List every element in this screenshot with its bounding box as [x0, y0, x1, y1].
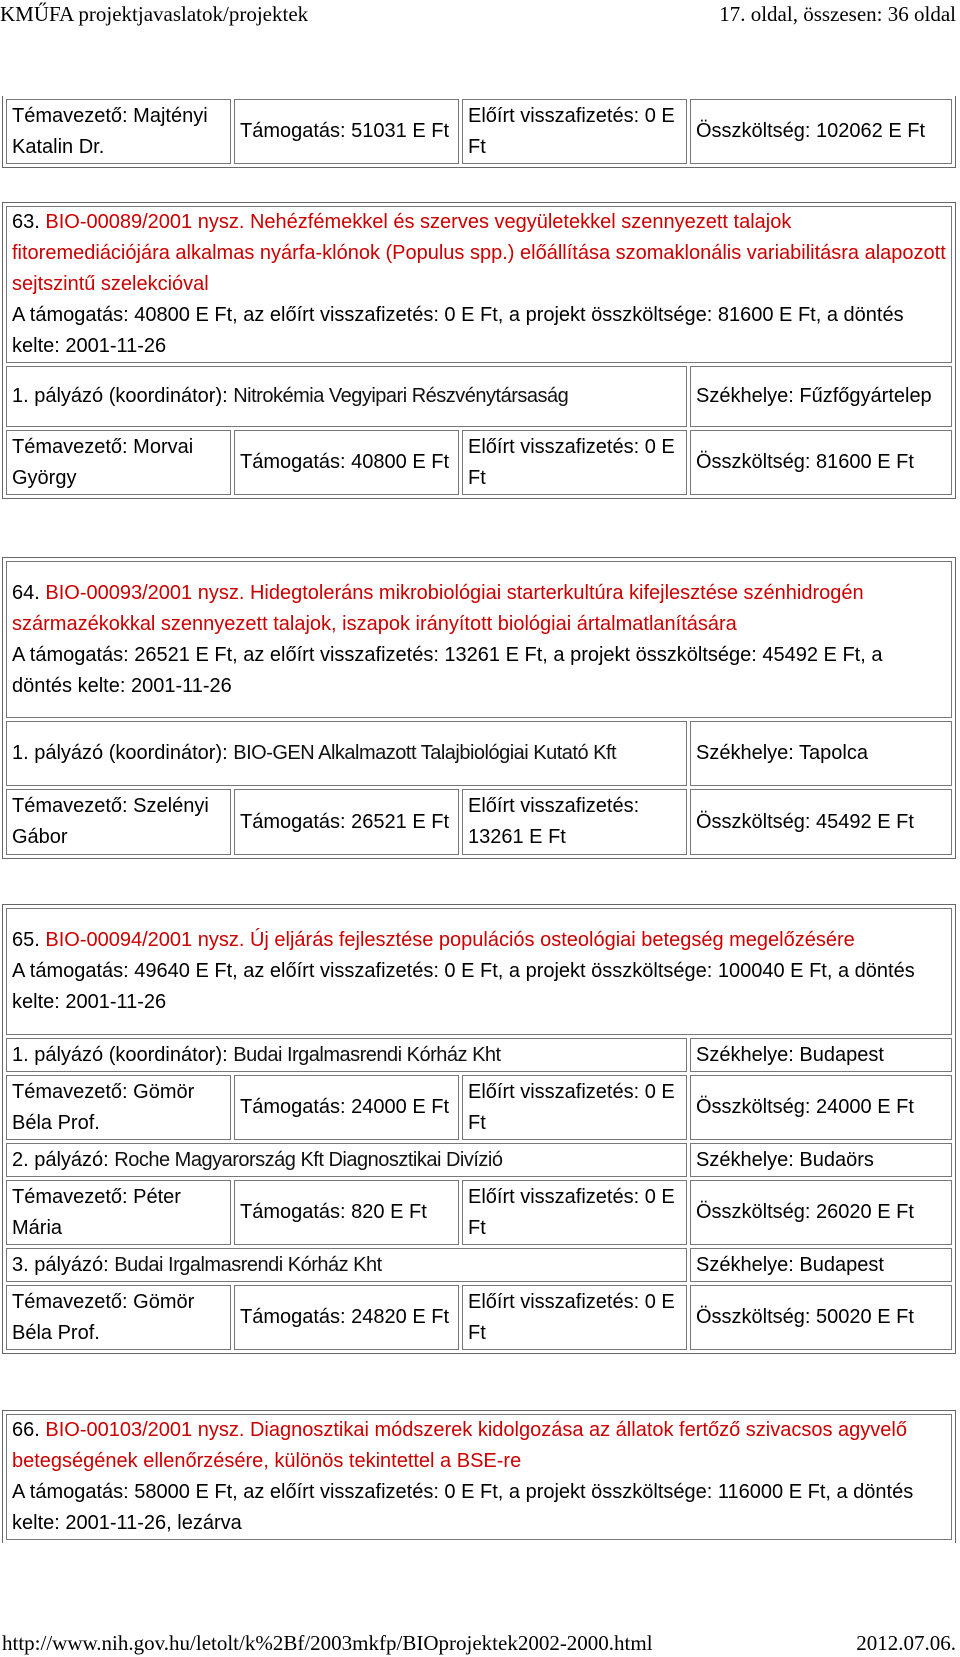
total-cost: Összköltség: 50020 E Ft [690, 1285, 952, 1350]
applicant-role: 1. pályázó (koordinátor): [12, 742, 228, 764]
repayment-amount: Előírt visszafizetés: 0 E Ft [462, 1180, 687, 1245]
total-cost: Összköltség: 81600 E Ft [690, 430, 952, 495]
applicant-row [6, 721, 952, 786]
repayment-amount: Előírt visszafizetés: 0 E Ft [462, 430, 687, 495]
project-header [6, 561, 952, 718]
applicant-organization: Budai Irgalmasrendi Kórház Kht [114, 1253, 382, 1276]
project-summary: A támogatás: 58000 E Ft, az előírt visszafizetés: 0 E Ft, a projekt összköltsége: 116000 E Ft, a döntés kelte: 2001-11-26, lezárva [12, 1481, 914, 1534]
applicant-seat: Székhelye: Budapest [690, 1248, 952, 1282]
applicant-details-row [6, 99, 952, 164]
support-amount: Támogatás: 40800 E Ft [234, 430, 459, 495]
project-number: 66. [12, 1419, 40, 1441]
print-date: 2012.07.06. [856, 1631, 956, 1655]
applicant-details-row [6, 1075, 952, 1140]
applicant-row [6, 1248, 952, 1282]
repayment-amount: Előírt visszafizetés: 0 E Ft [462, 1075, 687, 1140]
project-header-row [6, 1414, 952, 1540]
project-number: 64. [12, 581, 40, 604]
total-cost: Összköltség: 24000 E Ft [690, 1075, 952, 1140]
project-title: Diagnosztikai módszerek kidolgozása az állatok fertőző szivacsos agyvelő betegségének ellenőrzésére, különös tekintettel a BSE-re [12, 1419, 907, 1472]
applicant-seat: Székhelye: Budaörs [690, 1143, 952, 1177]
applicant-organization: Budai Irgalmasrendi Kórház Kht [233, 1043, 501, 1066]
project-header [6, 908, 952, 1035]
project-number: 63. [12, 211, 40, 233]
project-leader: Témavezető: Gömör Béla Prof. [6, 1075, 231, 1140]
project-title: Nehézfémekkel és szerves vegyületekkel szennyezett talajok fitoremediációjára alkalmas nyárfa-klónok (Populus spp.) előállítása szomaklonális variabilitásra alapozott sejtszintű szelekcióval [12, 211, 946, 295]
applicant-role: 1. pályázó (koordinátor): [12, 385, 228, 407]
applicant-row [6, 366, 952, 427]
applicant-seat: Székhelye: Tapolca [690, 721, 952, 786]
applicant-name-cell [6, 1038, 687, 1072]
applicant-details-row [6, 789, 952, 855]
support-amount: Támogatás: 24000 E Ft [234, 1075, 459, 1140]
repayment-amount: Előírt visszafizetés: 0 E Ft [462, 1285, 687, 1350]
page-footer [0, 1630, 960, 1657]
document-title: KMŰFA projektjavaslatok/projektek [0, 2, 309, 26]
project-leader: Témavezető: Szelényi Gábor [6, 789, 231, 855]
project-64 [2, 557, 956, 859]
project-code[interactable]: BIO-00093/2001 nysz. [45, 581, 245, 604]
project-header [6, 1414, 952, 1540]
support-amount: Támogatás: 24820 E Ft [234, 1285, 459, 1350]
applicant-name-cell [6, 721, 687, 786]
applicant-row [6, 1038, 952, 1072]
project-title: Hidegtoleráns mikrobiológiai starterkultúra kifejlesztése szénhidrogén származékokkal szennyezett talajok, iszapok irányított biológiai ártalmatlanítására [12, 581, 864, 635]
project-65 [2, 904, 956, 1354]
page-header [0, 0, 960, 30]
applicant-organization: Roche Magyarország Kft Diagnosztikai Divízió [114, 1148, 503, 1171]
support-amount: Támogatás: 820 E Ft [234, 1180, 459, 1245]
project-code[interactable]: BIO-00103/2001 nysz. [45, 1419, 245, 1441]
project-title: Új eljárás fejlesztése populációs osteológiai betegség megelőzésére [249, 929, 855, 951]
page-counter: 17. oldal, összesen: 36 oldal [719, 2, 956, 26]
applicant-role: 3. pályázó: [12, 1253, 109, 1276]
project-header [6, 206, 952, 363]
applicant-seat: Székhelye: Budapest [690, 1038, 952, 1072]
applicant-details-row [6, 1180, 952, 1245]
project-summary: A támogatás: 40800 E Ft, az előírt visszafizetés: 0 E Ft, a projekt összköltsége: 81600 E Ft, a döntés kelte: 2001-11-26 [12, 304, 904, 357]
project-summary: A támogatás: 49640 E Ft, az előírt visszafizetés: 0 E Ft, a projekt összköltsége: 100040 E Ft, a döntés kelte: 2001-11-26 [12, 960, 915, 1013]
applicant-seat: Székhelye: Fűzfőgyártelep [690, 366, 952, 427]
repayment-amount: Előírt visszafizetés: 13261 E Ft [462, 789, 687, 855]
project-leader: Témavezető: Morvai György [6, 430, 231, 495]
project-leader: Témavezető: Gömör Béla Prof. [6, 1285, 231, 1350]
applicant-role: 1. pályázó (koordinátor): [12, 1043, 228, 1066]
applicant-organization: Nitrokémia Vegyipari Részvénytársaság [233, 385, 569, 407]
support-amount: Támogatás: 26521 E Ft [234, 789, 459, 855]
project-code[interactable]: BIO-00089/2001 nysz. [45, 211, 245, 233]
project-header-row [6, 561, 952, 718]
applicant-name-cell [6, 1248, 687, 1282]
project-number: 65. [12, 929, 40, 951]
project-header-row [6, 206, 952, 363]
project-code[interactable]: BIO-00094/2001 nysz. [45, 929, 245, 951]
total-cost: Összköltség: 45492 E Ft [690, 789, 952, 855]
project-leader: Témavezető: Péter Mária [6, 1180, 231, 1245]
project-summary: A támogatás: 26521 E Ft, az előírt visszafizetés: 13261 E Ft, a projekt összköltsége: 45492 E Ft, a döntés kelte: 2001-11-26 [12, 643, 883, 697]
project-66 [2, 1410, 956, 1543]
applicant-role: 2. pályázó: [12, 1148, 109, 1171]
applicant-row [6, 1143, 952, 1177]
source-url: http://www.nih.gov.hu/letolt/k%2Bf/2003mkfp/BIOprojektek2002-2000.html [2, 1631, 653, 1655]
repayment-amount: Előírt visszafizetés: 0 E Ft [462, 99, 687, 164]
applicant-name-cell [6, 366, 687, 427]
previous-project-continuation [2, 96, 956, 168]
support-amount: Támogatás: 51031 E Ft [234, 99, 459, 164]
applicant-details-row [6, 430, 952, 495]
project-header-row [6, 908, 952, 1035]
project-63 [2, 202, 956, 499]
applicant-organization: BIO-GEN Alkalmazott Talajbiológiai Kutató Kft [233, 742, 617, 764]
project-leader: Témavezető: Majtényi Katalin Dr. [6, 99, 231, 164]
total-cost: Összköltség: 26020 E Ft [690, 1180, 952, 1245]
applicant-name-cell [6, 1143, 687, 1177]
total-cost: Összköltség: 102062 E Ft [690, 99, 952, 164]
applicant-details-row [6, 1285, 952, 1350]
